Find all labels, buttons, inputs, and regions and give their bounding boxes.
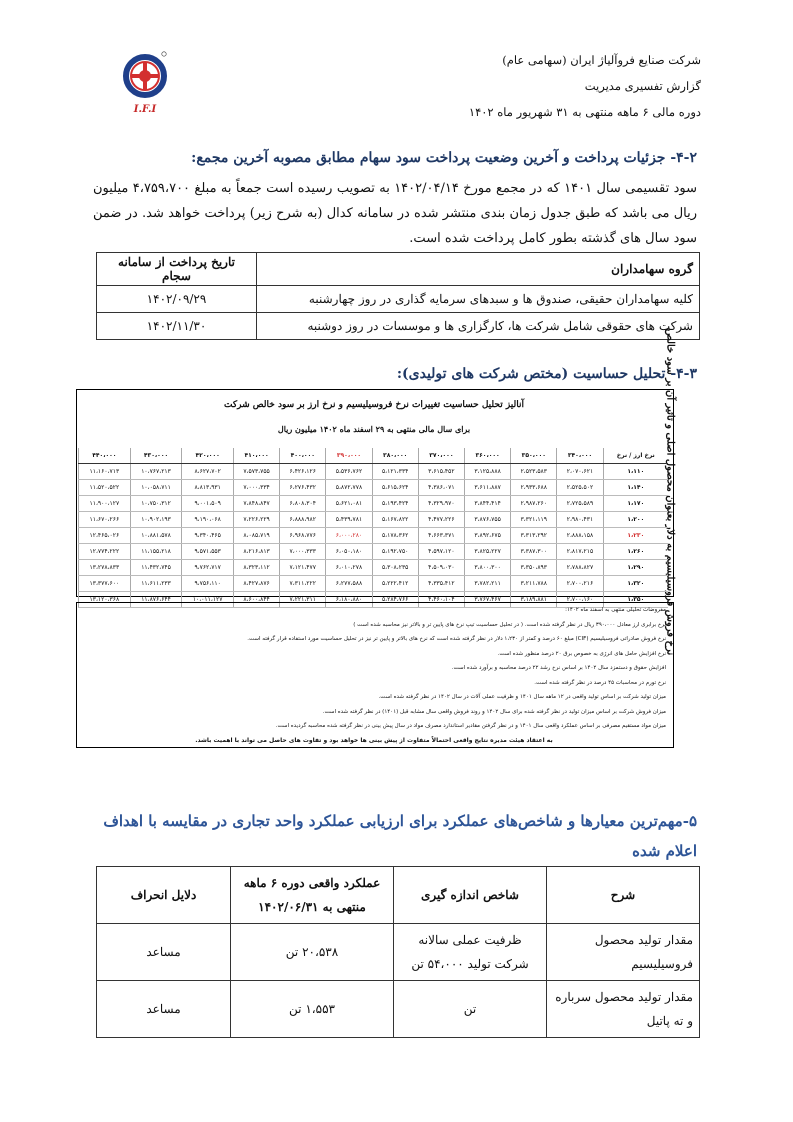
sensitivity-cell: ۳،۷۶۷،۴۶۷ xyxy=(464,592,510,608)
sensitivity-cell: ۳،۸۰۰،۳۰۰ xyxy=(464,560,510,576)
sensitivity-cell: ۵،۲۸۴،۷۶۶ xyxy=(372,592,418,608)
performance-table xyxy=(96,866,700,1038)
sensitivity-cell: ۸،۸۱۳،۹۳۱ xyxy=(182,480,234,496)
section-4-2-heading: ۴-۲- جزئیات پرداخت و آخرین وضعیت پرداخت سود سهام مطابق مصوبه آخرین مجمع: xyxy=(191,150,697,166)
fx-rate-header: ۴۱۰،۰۰۰ xyxy=(233,448,279,464)
sensitivity-cell: ۵،۵۳۶،۷۶۲ xyxy=(326,464,372,480)
price-row-label: ۱،۲۹۰ xyxy=(603,560,668,576)
fx-rate-header: ۳۵۰،۰۰۰ xyxy=(511,448,557,464)
sensitivity-cell: ۶،۰۱۰،۲۷۸ xyxy=(326,560,372,576)
sensitivity-cell: ۷،۰۰۰،۳۳۴ xyxy=(233,480,279,496)
corner-label: نرخ ارز / نرخ xyxy=(603,448,668,464)
price-row-label: ۱،۱۷۰ xyxy=(603,496,668,512)
table-row xyxy=(79,544,669,560)
sensitivity-cell: ۱۱،۶۷۰،۲۶۶ xyxy=(79,512,131,528)
logo-emblem-icon xyxy=(120,48,170,100)
assumption-note: نرخ تورم در محاسبات ۴۵ درصد در نظر گرفته شده است. xyxy=(534,679,666,686)
table-row xyxy=(79,464,669,480)
sensitivity-cell: ۸،۶۰۰،۸۴۴ xyxy=(233,592,279,608)
price-row-label: ۱،۱۱۰ xyxy=(603,464,668,480)
logo-text: I.F.I xyxy=(133,104,157,115)
sensitivity-cell: ۵،۶۲۱،۰۸۱ xyxy=(326,496,372,512)
fx-rate-header: ۳۸۰،۰۰۰ xyxy=(372,448,418,464)
actual-cell: ۲۰،۵۳۸ تن xyxy=(231,924,394,981)
sensitivity-cell: ۳،۳۸۷،۳۰۰ xyxy=(511,544,557,560)
sensitivity-cell: ۴،۴۶۰،۱۰۴ xyxy=(418,592,464,608)
sensitivity-cell: ۲،۸۱۷،۲۱۵ xyxy=(557,544,603,560)
sensitivity-cell: ۱۰،۰۵۸،۷۱۱ xyxy=(130,480,182,496)
sensitivity-cell: ۶،۸۰۸،۳۰۴ xyxy=(280,496,326,512)
sensitivity-cell: ۲،۵۲۵،۵۰۲ xyxy=(557,480,603,496)
sensitivity-cell: ۴،۴۷۷،۲۲۶ xyxy=(418,512,464,528)
sensitivity-cell: ۶،۱۸۰،۸۸۰ xyxy=(326,592,372,608)
sensitivity-cell: ۴،۳۳۵،۴۱۲ xyxy=(418,576,464,592)
table-row xyxy=(79,560,669,576)
table-row xyxy=(97,981,700,1038)
price-row-label: ۱،۳۵۰ xyxy=(603,592,668,608)
fx-rate-header: ۴۳۰،۰۰۰ xyxy=(130,448,182,464)
section-4-2-paragraph: سود تقسیمی سال ۱۴۰۱ که در مجمع مورخ ۱۴۰۲/۰۴/۱۴ به تصویب رسیده است جمعاً به مبلغ ۴،۷۵۹،۷۰۰ میلیون ریال می باشد که طبق جدول زمان بندی منتشر شده در سامانه کدال (به شرح زیر) پرداخت خواهد شد. در ضمن سود سال های گذشته بطور کامل پرداخت شده است. xyxy=(93,181,697,246)
sensitivity-cell: ۳،۲۱۱،۷۸۸ xyxy=(511,576,557,592)
sensitivity-cell: ۵،۱۷۸،۳۶۲ xyxy=(372,528,418,544)
sensitivity-cell: ۸،۶۲۷،۷۰۲ xyxy=(182,464,234,480)
sensitivity-cell: ۵،۶۱۵،۶۲۴ xyxy=(372,480,418,496)
header-measure: شاخص اندازه گیری xyxy=(394,867,547,924)
actual-cell: ۱،۵۵۳ تن xyxy=(231,981,394,1038)
table-row xyxy=(79,528,669,544)
sensitivity-cell: ۷،۲۲۱،۳۱۱ xyxy=(280,592,326,608)
sensitivity-cell: ۹،۱۹۰،۰۶۸ xyxy=(182,512,234,528)
assumption-note: مفروضات تحلیلی منتهی به اسفند ماه ۱۴۰۲: xyxy=(565,607,666,613)
report-title: گزارش تفسیری مدیریت xyxy=(584,79,701,93)
fx-rate-header: ۳۶۰،۰۰۰ xyxy=(464,448,510,464)
sensitivity-cell: ۱۱،۹۰۰،۱۲۷ xyxy=(79,496,131,512)
header-actual-performance: عملکرد واقعی دوره ۶ ماهه منتهی به ۱۴۰۲/۰۶/۳۱ xyxy=(231,867,394,924)
sensitivity-cell: ۶،۲۷۶،۴۳۲ xyxy=(280,480,326,496)
assumption-note: افزایش حقوق و دستمزد سال ۱۴۰۲ بر اساس نرخ رشد ۲۲ درصد محاسبه و برآورد شده است. xyxy=(451,665,666,671)
table-row xyxy=(79,512,669,528)
sensitivity-cell: ۲،۹۳۳،۶۸۸ xyxy=(511,480,557,496)
payment-date-cell: ۱۴۰۲/۱۱/۳۰ xyxy=(97,313,257,340)
sensitivity-cell: ۲،۷۰۰،۲۱۶ xyxy=(557,576,603,592)
reason-cell: مساعد xyxy=(97,981,231,1038)
sensitivity-cell: ۷،۰۰۰،۳۳۳ xyxy=(280,544,326,560)
assumption-note: میزان تولید شرکت بر اساس تولید واقعی در ۱۲ ماهه سال ۱۴۰۱ و ظرفیت عملی آلات در سال ۱۴۰۲ در نظر گرفته شده است. xyxy=(378,694,666,700)
description-cell: مقدار تولید محصول فروسیلیسیم xyxy=(547,924,700,981)
shareholder-group-cell: کلیه سهامداران حقیقی، صندوق ها و سبدهای سرمایه گذاری در روز چهارشنبه xyxy=(257,286,700,313)
sensitivity-cell: ۵،۳۰۸،۲۳۵ xyxy=(372,560,418,576)
sensitivity-cell: ۷،۵۷۳،۷۵۵ xyxy=(233,464,279,480)
price-row-label: ۱،۳۲۰ xyxy=(603,576,668,592)
assumption-note: نرخ افزایش حامل های انرژی به خصوص برق ۲۰ درصد منظور شده است. xyxy=(497,650,666,657)
sensitivity-cell: ۶،۰۵۰،۱۸۰ xyxy=(326,544,372,560)
header-payment-date: تاریخ پرداخت از سامانه سجام xyxy=(97,253,257,286)
sensitivity-title: آنالیز تحلیل حساسیت تغییرات نرخ فروسیلیسیم و نرخ ارز بر سود خالص شرکت xyxy=(223,400,524,410)
sensitivity-header-row xyxy=(79,448,669,464)
measure-cell: تن xyxy=(394,981,547,1038)
fx-rate-header: ۳۹۰،۰۰۰ xyxy=(326,448,372,464)
price-row-label: ۱،۲۰۰ xyxy=(603,512,668,528)
description-cell: مقدار تولید محصول سرباره و ته پاتیل xyxy=(547,981,700,1038)
assumption-note: میزان مواد مستقیم مصرفی بر اساس عملکرد واقعی سال ۱۴۰۱ و در نظر گرفتن مقادیر استاندارد مصرف مواد در سال پیش بینی در نظر گرفته شده محاسبه گردیده است. xyxy=(275,723,666,729)
company-logo xyxy=(120,48,170,120)
reason-cell: مساعد xyxy=(97,924,231,981)
sensitivity-cell: ۳،۳۱۳،۲۹۲ xyxy=(511,528,557,544)
price-row-label: ۱،۱۴۰ xyxy=(603,480,668,496)
sensitivity-cell: ۹،۵۷۱،۵۵۳ xyxy=(182,544,234,560)
sensitivity-cell: ۱۲،۷۷۴،۲۲۲ xyxy=(79,544,131,560)
sensitivity-cell: ۵،۸۷۲،۷۷۸ xyxy=(326,480,372,496)
sensitivity-cell: ۹،۷۶۲،۷۱۷ xyxy=(182,560,234,576)
sensitivity-cell: ۱۰،۰۱۱،۱۲۷ xyxy=(182,592,234,608)
sensitivity-cell: ۹،۳۴۰،۴۶۵ xyxy=(182,528,234,544)
sensitivity-cell: ۱۳،۳۷۷،۶۰۰ xyxy=(79,576,131,592)
table-row xyxy=(97,924,700,981)
sensitivity-cell: ۶،۹۶۸،۷۷۶ xyxy=(280,528,326,544)
sensitivity-cell: ۹،۷۵۶،۱۱۰ xyxy=(182,576,234,592)
sensitivity-cell: ۹،۰۰۱،۵۰۹ xyxy=(182,496,234,512)
sensitivity-cell: ۵،۴۳۹،۷۸۱ xyxy=(326,512,372,528)
table-row xyxy=(97,286,700,313)
sensitivity-cell: ۵،۱۹۳،۴۲۴ xyxy=(372,496,418,512)
assumptions-notes xyxy=(82,603,666,748)
sensitivity-cell: ۸،۰۸۵،۷۱۹ xyxy=(233,528,279,544)
sensitivity-cell: ۱۱،۱۶۰،۷۱۳ xyxy=(79,464,131,480)
sensitivity-cell: ۷،۲۲۶،۲۲۹ xyxy=(233,512,279,528)
sensitivity-cell: ۱۱،۸۷۶،۶۴۴ xyxy=(130,592,182,608)
fx-rate-header: ۳۴۰،۰۰۰ xyxy=(557,448,603,464)
sensitivity-cell: ۱۲،۴۶۵،۰۲۶ xyxy=(79,528,131,544)
price-row-label: ۱،۲۶۰ xyxy=(603,544,668,560)
fx-rate-header: ۴۴۰،۰۰۰ xyxy=(79,448,131,464)
sensitivity-table xyxy=(78,448,668,608)
fx-rate-header: ۴۲۰،۰۰۰ xyxy=(182,448,234,464)
sensitivity-cell: ۸،۳۲۳،۱۱۲ xyxy=(233,560,279,576)
sensitivity-cell: ۸،۴۲۷،۸۷۶ xyxy=(233,576,279,592)
sensitivity-cell: ۱۱،۵۲۰،۵۲۲ xyxy=(79,480,131,496)
assumption-note: نرخ فروش صادراتی فروسیلیسیم (CIF) مبلغ ۶۰ درصد و کمتر از ۱،۲۳۰ دلار در نظر گرفته شده است که نرخ های بالاتر و پایین تر نیز در تحلیل حساسیت مورد استفاده قرار گرفته است. xyxy=(247,636,666,642)
sensitivity-cell: ۵،۱۶۷،۸۲۲ xyxy=(372,512,418,528)
sensitivity-cell: ۱۱،۶۱۱،۲۳۳ xyxy=(130,576,182,592)
sensitivity-cell: ۶،۸۸۸،۹۸۲ xyxy=(280,512,326,528)
table-row xyxy=(79,576,669,592)
sensitivity-cell: ۴،۵۹۷،۱۲۰ xyxy=(418,544,464,560)
sensitivity-cell: ۷،۸۴۸،۸۴۷ xyxy=(233,496,279,512)
section-4-3-heading: ۴-۳- تحلیل حساسیت (مختص شرکت های تولیدی): xyxy=(396,366,697,382)
sensitivity-cell: ۷،۳۱۱،۲۲۲ xyxy=(280,576,326,592)
assumption-note: نرخ برابری ارز معادل ۳۹۰،۰۰۰ ریال در نظر گرفته شده است. ( در تحلیل حساسیت تیپ نرخ های پایین تر و بالاتر نیز محاسبه شده است ) xyxy=(353,621,666,628)
header-description: شرح xyxy=(547,867,700,924)
header-shareholder-group: گروه سهامداران xyxy=(257,253,700,286)
sensitivity-cell: ۱۰،۸۸۱،۵۷۸ xyxy=(130,528,182,544)
sensitivity-cell: ۲،۷۰۰،۱۶۰ xyxy=(557,592,603,608)
sensitivity-cell: ۳،۸۷۶،۷۵۵ xyxy=(464,512,510,528)
sensitivity-cell: ۳،۳۵۰،۸۹۳ xyxy=(511,560,557,576)
sensitivity-cell: ۱۳،۱۲۰،۳۶۸ xyxy=(79,592,131,608)
shareholder-group-cell: شرکت های حقوقی شامل شرکت ها، کارگزاری ها و موسسات در روز دوشنبه xyxy=(257,313,700,340)
price-row-label: ۱،۲۳۰ xyxy=(603,528,668,544)
fx-rate-header: ۳۷۰،۰۰۰ xyxy=(418,448,464,464)
header-variance-reason: دلایل انحراف xyxy=(97,867,231,924)
sensitivity-cell: ۴،۵۰۹،۰۳۰ xyxy=(418,560,464,576)
sensitivity-cell: ۳،۱۲۵،۸۸۸ xyxy=(464,464,510,480)
sensitivity-cell: ۱۰،۷۵۰،۳۱۲ xyxy=(130,496,182,512)
vertical-title-text: نرخ فروش فروسیلیسیم به دلار بعنوان محصول اصلی و تاثیر آن بر سود خالص xyxy=(664,328,676,656)
sensitivity-cell: ۱۰،۹۰۲،۱۹۳ xyxy=(130,512,182,528)
company-name: شرکت صنایع فروآلیاژ ایران (سهامی عام) xyxy=(502,53,701,67)
payment-date-cell: ۱۴۰۲/۰۹/۲۹ xyxy=(97,286,257,313)
sensitivity-cell: ۲،۹۸۷،۲۶۰ xyxy=(511,496,557,512)
measure-cell: ظرفیت عملی سالانه شرکت تولید ۵۴،۰۰۰ تن xyxy=(394,924,547,981)
sensitivity-cell: ۸،۲۱۶،۸۱۳ xyxy=(233,544,279,560)
sensitivity-cell: ۵،۱۹۲،۷۵۰ xyxy=(372,544,418,560)
section-5-heading: ۵-مهم‌ترین معیارها و شاخص‌های عملکرد برای ارزیابی عملکرد واحد تجاری در مقایسه با اهداف اعلام شده xyxy=(103,812,697,860)
sensitivity-cell: ۳،۸۹۲،۶۷۵ xyxy=(464,528,510,544)
sensitivity-cell: ۷،۱۲۱،۴۷۷ xyxy=(280,560,326,576)
sensitivity-cell: ۱۳،۲۷۸،۸۳۳ xyxy=(79,560,131,576)
fx-rate-header: ۴۰۰،۰۰۰ xyxy=(280,448,326,464)
report-period: دوره مالی ۶ ماهه منتهی به ۳۱ شهریور ماه ۱۴۰۲ xyxy=(468,105,701,119)
sensitivity-cell: ۳،۷۸۲،۲۱۱ xyxy=(464,576,510,592)
sensitivity-cell: ۲،۰۷۰،۶۲۱ xyxy=(557,464,603,480)
table-header-row xyxy=(97,253,700,286)
table-row xyxy=(97,313,700,340)
table-header-row xyxy=(97,867,700,924)
dividend-schedule-table xyxy=(96,252,700,340)
sensitivity-cell: ۶،۲۷۷،۵۸۸ xyxy=(326,576,372,592)
sensitivity-cell: ۲،۷۸۸،۸۲۷ xyxy=(557,560,603,576)
sensitivity-cell: ۵،۲۲۲،۴۱۲ xyxy=(372,576,418,592)
sensitivity-subtitle: برای سال مالی منتهی به ۲۹ اسفند ماه ۱۴۰۲ میلیون ریال xyxy=(277,424,471,434)
sensitivity-cell: ۳،۱۸۹،۸۸۱ xyxy=(511,592,557,608)
sensitivity-cell: ۳،۸۴۴،۴۱۴ xyxy=(464,496,510,512)
sensitivity-cell: ۱۰،۷۶۷،۲۱۳ xyxy=(130,464,182,480)
board-disclaimer: به اعتقاد هیئت مدیره نتایج واقعی احتمالاً متفاوت از پیش بینی ها خواهد بود و تفاوت های حاصل می تواند با اهمیت باشد. xyxy=(195,736,553,744)
sensitivity-cell: ۵،۱۲۱،۳۳۴ xyxy=(372,464,418,480)
sensitivity-cell: ۲،۷۲۵،۵۸۹ xyxy=(557,496,603,512)
sensitivity-cell: ۳،۳۲۱،۱۱۹ xyxy=(511,512,557,528)
sensitivity-cell: ۴،۳۸۶،۰۷۱ xyxy=(418,480,464,496)
company-header xyxy=(361,47,701,125)
table-row xyxy=(79,480,669,496)
sensitivity-cell: ۴،۳۲۹،۹۷۰ xyxy=(418,496,464,512)
sensitivity-cell: ۶،۴۲۶،۱۲۶ xyxy=(280,464,326,480)
sensitivity-cell: ۱۱،۴۳۲،۷۴۵ xyxy=(130,560,182,576)
sensitivity-cell: ۱۱،۱۵۵،۲۱۸ xyxy=(130,544,182,560)
sensitivity-cell: ۲،۸۸۸،۱۵۸ xyxy=(557,528,603,544)
sensitivity-cell: ۳،۶۱۵،۴۵۲ xyxy=(418,464,464,480)
sensitivity-cell: ۴،۶۶۳،۳۷۱ xyxy=(418,528,464,544)
sensitivity-cell: ۲،۵۲۳،۵۸۳ xyxy=(511,464,557,480)
sensitivity-cell: ۳،۶۱۱،۸۸۷ xyxy=(464,480,510,496)
sensitivity-cell: ۲،۹۸۰،۴۳۱ xyxy=(557,512,603,528)
sensitivity-cell: ۳،۸۲۵،۲۲۷ xyxy=(464,544,510,560)
assumption-note: میزان فروش شرکت بر اساس میزان تولید در نظر گرفته شده برای سال ۱۴۰۲ و روند فروش واقعی سال مشابه قبل (۱۴۰۱) در نظر گرفته شده است. xyxy=(322,708,666,715)
sensitivity-cell: ۶،۰۰۰،۲۸۰ xyxy=(326,528,372,544)
table-row xyxy=(79,496,669,512)
